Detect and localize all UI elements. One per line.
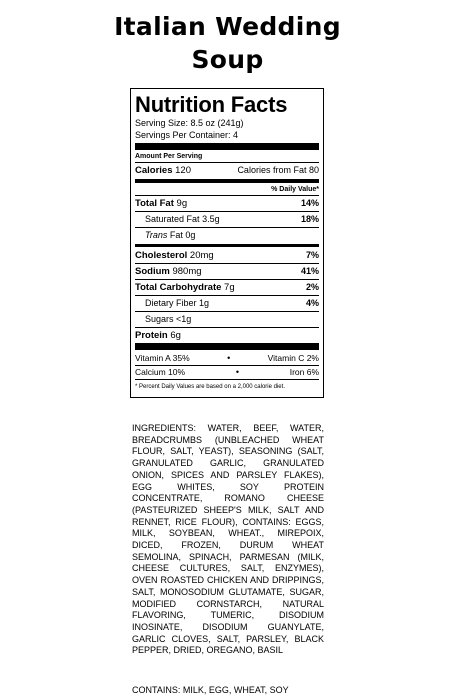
nutrient-row-cholesterol: Cholesterol 20mg 7% xyxy=(135,250,319,261)
amount-per-serving: Amount Per Serving xyxy=(135,153,203,160)
allergen-statement: CONTAINS: MILK, EGG, WHEAT, SOY xyxy=(132,685,289,695)
nutrient-row-dietary-fiber: Dietary Fiber 1g 4% xyxy=(135,295,319,311)
nutrient-row-total-carbohydrate: Total Carbohydrate 7g 2% xyxy=(135,279,319,295)
vitamin-row-1: Vitamin A 35% • Vitamin C 2% xyxy=(135,353,319,363)
nutrient-row-sugars: Sugars <1g xyxy=(135,311,319,327)
divider-medium xyxy=(135,179,319,183)
daily-value-footnote: * Percent Daily Values are based on a 2,000 calorie diet. xyxy=(135,384,285,390)
calories-row xyxy=(135,162,319,178)
nutrition-facts-heading: Nutrition Facts xyxy=(135,92,288,117)
daily-value-header-row xyxy=(135,184,319,195)
calories-from-fat-value: 80 xyxy=(308,165,319,175)
nutrition-facts-panel xyxy=(130,88,324,398)
nutrient-row-total-fat: Total Fat 9g 14% xyxy=(135,195,319,211)
ingredients-text: INGREDIENTS: WATER, BEEF, WATER, BREADCRUMBS (UNBLEACHED WHEAT FLOUR, SALT, YEAST), SEASONING (SALT, GRANULATED GARLIC, GRANULATED ONION, SPICES AND PARSLEY FLAKES), EGG WHITES, SOY PROTEIN CONCENTRATE, ROMANO CHEESE (PASTEURIZED SHEEP'S MILK, SALT AND RENNET, RICE FLOUR), CONTAINS: EGGS, MILK, SOYBEAN, WHEAT., MIREPOIX, DICED, FROZEN, DURUM WHEAT SEMOLINA, SPINACH, PARMESAN (MILK, CHEESE CULTURES, SALT, ENZYMES), OVEN ROASTED CHICKEN AND DRIPPINGS, SALT, MONOSODIUM GLUTAMATE, SUGAR, MODIFIED CORNSTARCH, NATURAL FLAVORING, TUMERIC, DISODIUM INOSINATE, DISODIUM GUANYLATE, GARLIC CLOVES, SALT, PARSLEY, BLACK PEPPER, DRIED, OREGANO, BASIL xyxy=(132,423,324,656)
divider-thick xyxy=(135,343,319,350)
nutrient-row-trans-fat: Trans Fat 0g xyxy=(135,227,319,243)
calories-value: 120 xyxy=(175,165,191,176)
calories-from-fat-label: Calories from Fat xyxy=(237,165,307,175)
nutrient-row-sodium: Sodium 980mg 41% xyxy=(135,263,319,279)
serving-size: Serving Size: 8.5 oz (241g) xyxy=(135,118,244,128)
divider-thick xyxy=(135,143,319,150)
product-title-line-1: Italian Wedding xyxy=(114,12,341,41)
daily-value-header: % Daily Value* xyxy=(271,186,319,193)
nutrient-row-protein: Protein 6g xyxy=(135,327,319,343)
divider-medium xyxy=(135,244,319,247)
servings-per-container: Servings Per Container: 4 xyxy=(135,130,239,140)
vitamin-row-2: Calcium 10% • Iron 6% xyxy=(135,367,319,377)
product-title-line-2: Soup xyxy=(191,45,264,74)
nutrient-row-saturated-fat: Saturated Fat 3.5g 18% xyxy=(135,211,319,227)
product-title xyxy=(0,10,455,76)
calories-label: Calories xyxy=(135,165,173,176)
